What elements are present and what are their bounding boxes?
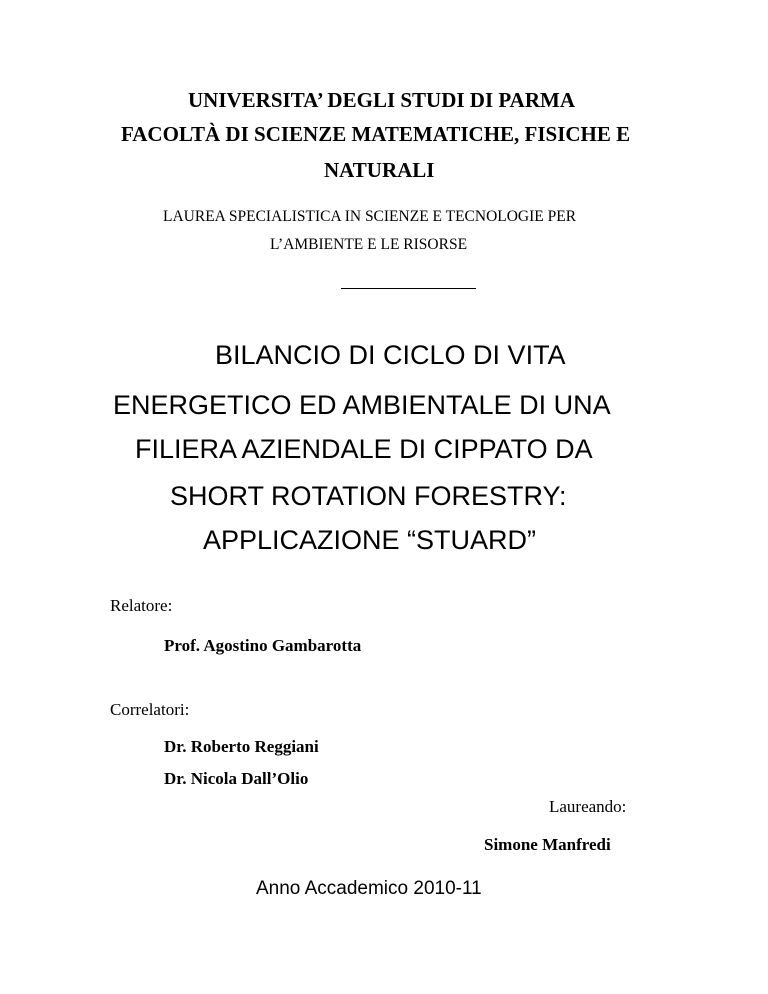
academic-year: Anno Accademico 2010-11 bbox=[256, 878, 482, 899]
thesis-title-line-5: APPLICAZIONE “STUARD” bbox=[203, 525, 537, 555]
co-supervisor-name: Dr. Roberto Reggiani bbox=[164, 737, 319, 756]
supervisor-name: Prof. Agostino Gambarotta bbox=[164, 636, 362, 655]
degree-name-line-1: LAUREA SPECIALISTICA IN SCIENZE E TECNOLOGIE PER bbox=[163, 208, 577, 225]
co-supervisor-name: Dr. Nicola Dall’Olio bbox=[164, 769, 309, 788]
faculty-name-line-1: FACOLTÀ DI SCIENZE MATEMATICHE, FISICHE E bbox=[121, 122, 631, 146]
thesis-title-line-2: ENERGETICO ED AMBIENTALE DI UNA bbox=[113, 390, 611, 420]
thesis-title-line-4: SHORT ROTATION FORESTRY: bbox=[170, 481, 567, 511]
supervisor-label: Relatore: bbox=[110, 596, 173, 615]
title-separator-line bbox=[341, 288, 476, 289]
faculty-name-line-2: NATURALI bbox=[324, 158, 435, 182]
degree-name-line-2: L’AMBIENTE E LE RISORSE bbox=[270, 236, 468, 253]
candidate-label: Laureando: bbox=[549, 797, 627, 816]
university-name: UNIVERSITA’ DEGLI STUDI DI PARMA bbox=[188, 88, 575, 112]
thesis-title-line-3: FILIERA AZIENDALE DI CIPPATO DA bbox=[135, 434, 593, 464]
thesis-title-line-1: BILANCIO DI CICLO DI VITA bbox=[215, 340, 566, 370]
co-supervisors-label: Correlatori: bbox=[110, 700, 190, 719]
candidate-name: Simone Manfredi bbox=[484, 835, 611, 854]
